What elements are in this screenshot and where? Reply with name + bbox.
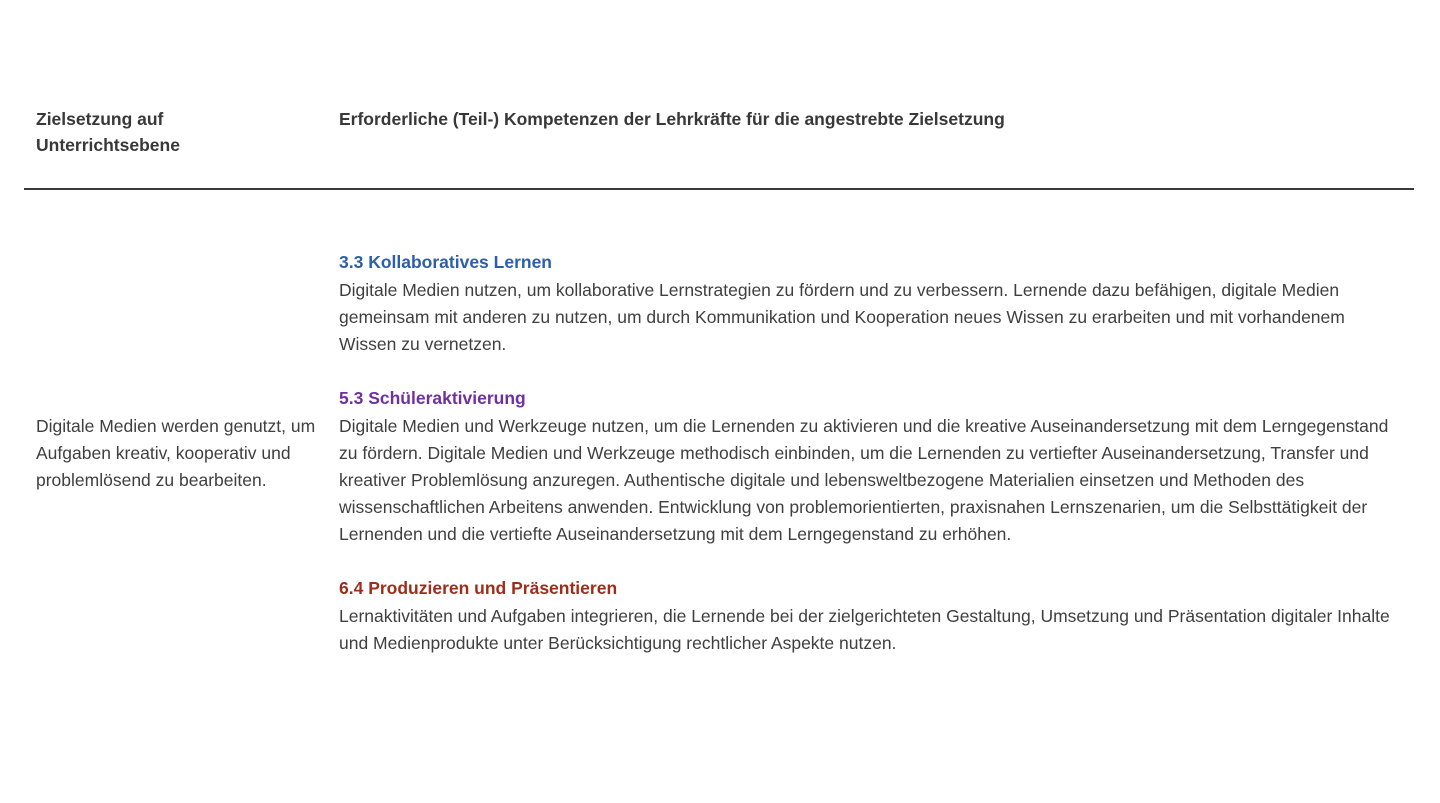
competency-section-6-4 [339, 575, 1402, 657]
competency-section-3-3 [339, 249, 1402, 358]
competency-title: 6.4 Produzieren und Präsentieren [339, 578, 618, 598]
header-goal-label: Zielsetzung auf Unterrichtsebene [36, 109, 180, 155]
competencies-cell [339, 249, 1402, 657]
goal-text: Digitale Medien werden genutzt, um Aufgaben kreativ, kooperativ und problemlösend zu bearbeiten. [36, 415, 316, 490]
competency-text: Lernaktivitäten und Aufgaben integrieren, die Lernende bei der zielgerichteten Gestaltung, Umsetzung und Präsentation digitaler Inhalte und Medienprodukte unter Berücksichtigung rechtlicher Aspekte nutzen. [339, 606, 1390, 653]
competency-title: 3.3 Kollaboratives Lernen [339, 252, 552, 272]
competency-title: 5.3 Schüleraktivierung [339, 388, 526, 408]
table-header-row [36, 106, 1402, 158]
header-competencies-label: Erforderliche (Teil-) Kompetenzen der Lehrkräfte für die angestrebte Zielsetzung [339, 109, 1005, 129]
competency-text: Digitale Medien und Werkzeuge nutzen, um die Lernenden zu aktivieren und die kreative Auseinandersetzung mit dem Lerngegenstand zu fördern. Digitale Medien und Werkzeuge methodisch einbinden, um die Lernenden zu vertiefter Auseinandersetzung, Transfer und kreativer Problemlösung anzuregen. Authentische digitale und lebensweltbezogene Materialien einsetzen und Methoden des wissenschaftlichen Arbeitens anwenden. Entwicklung von problemorientierten, praxisnahen Lernszenarien, um die Selbsttätigkeit der Lernenden und die vertiefte Auseinandersetzung mit dem Lerngegenstand zu erhöhen. [339, 416, 1389, 544]
header-col-competencies [339, 106, 1402, 132]
goal-cell [36, 413, 339, 494]
header-divider-line [24, 188, 1414, 190]
competency-section-5-3 [339, 385, 1402, 548]
competency-text: Digitale Medien nutzen, um kollaborative Lernstrategien zu fördern und zu verbessern. Lernende dazu befähigen, digitale Medien gemeinsam mit anderen zu nutzen, um durch Kommunikation und Kooperation neues Wissen zu erarbeiten und mit vorhandenem Wissen zu vernetzen. [339, 280, 1345, 354]
header-col-goal [36, 106, 339, 158]
table-body-row [36, 249, 1402, 657]
